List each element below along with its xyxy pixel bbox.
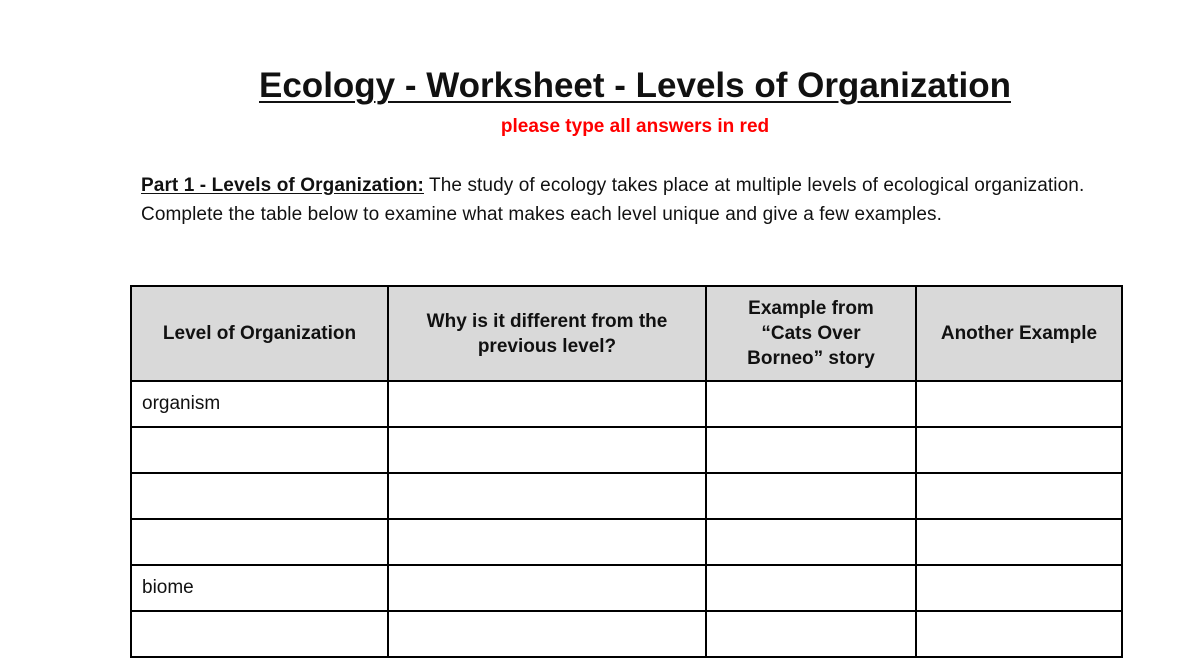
table-row (131, 473, 1122, 519)
table-cell[interactable] (706, 519, 916, 565)
table-cell[interactable] (916, 519, 1122, 565)
table-cell[interactable] (706, 611, 916, 657)
table-cell[interactable] (131, 519, 388, 565)
table-cell[interactable] (131, 427, 388, 473)
table-cell[interactable] (131, 473, 388, 519)
table-row (131, 427, 1122, 473)
table-cell[interactable]: organism (131, 381, 388, 427)
part1-intro (141, 171, 1101, 229)
answer-instruction: please type all answers in red (500, 116, 770, 137)
table-cell[interactable] (916, 427, 1122, 473)
table-cell[interactable] (706, 381, 916, 427)
table-cell[interactable] (388, 565, 706, 611)
header-story-example-text: Example from “Cats Over Borneo” story (747, 298, 875, 369)
table-cell[interactable] (131, 611, 388, 657)
table-cell[interactable] (916, 381, 1122, 427)
header-level: Level of Organization (131, 286, 388, 381)
table-cell[interactable] (706, 473, 916, 519)
table-cell[interactable] (388, 611, 706, 657)
header-another-example: Another Example (916, 286, 1122, 381)
header-difference (388, 286, 706, 381)
table-cell[interactable] (388, 473, 706, 519)
header-story-example (706, 286, 916, 381)
part1-heading: Part 1 - Levels of Organization: (141, 175, 424, 196)
table-row (131, 519, 1122, 565)
part1-text: The study of ecology takes place at multiple levels of ecological organization. Complete the table below to examine what makes each level unique and give a few examples. (141, 175, 1085, 225)
table-cell[interactable] (388, 519, 706, 565)
table-header-row (131, 286, 1122, 381)
table-cell[interactable] (388, 427, 706, 473)
table-cell[interactable]: biome (131, 565, 388, 611)
table-cell[interactable] (916, 473, 1122, 519)
table-cell[interactable] (388, 381, 706, 427)
header-difference-text: Why is it different from the previous level? (426, 310, 668, 357)
table-row (131, 611, 1122, 657)
worksheet-title: Ecology - Worksheet - Levels of Organization (259, 66, 1011, 105)
table-cell[interactable] (706, 565, 916, 611)
table-cell[interactable] (706, 427, 916, 473)
table-row (131, 565, 1122, 611)
table-row (131, 381, 1122, 427)
table-cell[interactable] (916, 565, 1122, 611)
levels-table (130, 285, 1123, 658)
table-cell[interactable] (916, 611, 1122, 657)
